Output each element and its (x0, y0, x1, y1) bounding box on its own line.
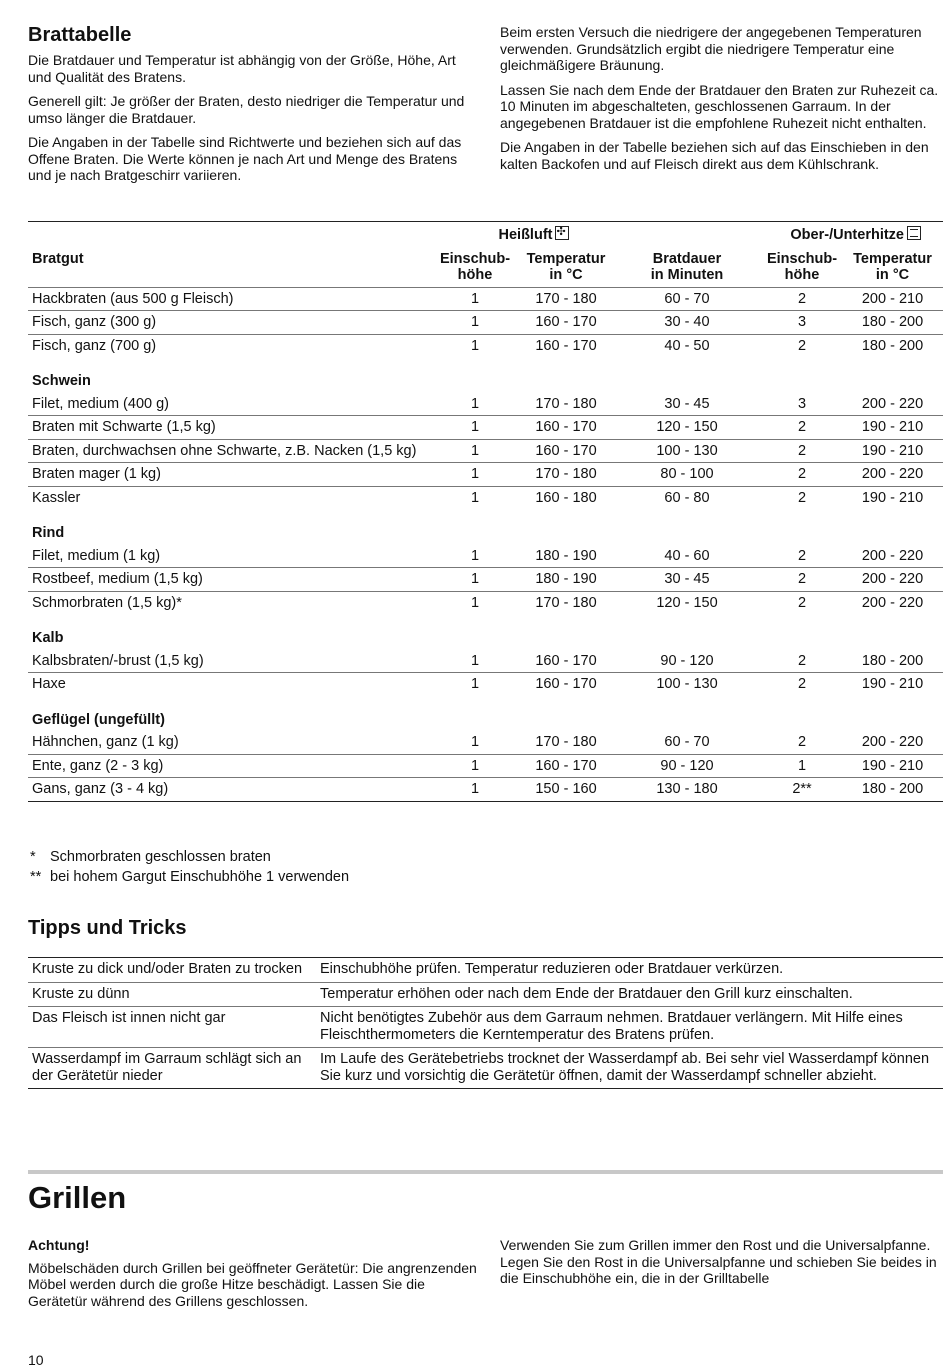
group-header-row (28, 614, 943, 650)
cell-einschub-heissluft: 1 (430, 486, 520, 509)
page-number: 10 (28, 1352, 44, 1368)
table-row (28, 393, 943, 416)
cell-bratgut: Rostbeef, medium (1,5 kg) (28, 568, 430, 592)
cell-einschub-heissluft: 1 (430, 463, 520, 487)
oberunter-label: Ober-/Unterhitze (790, 227, 904, 243)
grillen-right-column (500, 1237, 943, 1295)
cell-einschub-heissluft: 1 (430, 673, 520, 696)
table-row (28, 439, 943, 463)
tipps-table (28, 957, 943, 1089)
warning-title: Achtung! (28, 1237, 90, 1253)
cell-temperatur-heissluft: 170 - 180 (520, 591, 612, 614)
tipps-solution: Nicht benötigtes Zubehör aus dem Garraum nehmen. Bratdauer verlängern. Mit Hilfe eines Fleischthermometers die Kerntemperatur des Bratens prüfen. (316, 1007, 943, 1048)
cell-bratgut: Gans, ganz (3 - 4 kg) (28, 778, 430, 802)
cell-bratdauer: 90 - 120 (612, 754, 762, 778)
group-label: Schwein (32, 373, 91, 389)
cell-einschub-oberunter: 2 (797, 547, 807, 564)
col-header-temperatur-heissluft: Temperatur in °C (520, 247, 612, 288)
footnote: * Schmorbraten geschlossen braten (30, 849, 271, 865)
col-header-einschub-oberunter: Einschub- höhe (762, 247, 842, 288)
cell-einschub-oberunter: 2 (762, 416, 842, 440)
cell-einschub-oberunter: 2 (762, 486, 842, 509)
cell-bratgut: Hackbraten (aus 500 g Fleisch) (28, 287, 430, 311)
col-header-bratdauer: Bratdauer in Minuten (612, 247, 762, 288)
cell-bratgut: Haxe (28, 673, 430, 696)
cell-einschub-heissluft: 1 (430, 334, 520, 357)
cell-bratgut: Braten mit Schwarte (1,5 kg) (28, 416, 430, 440)
table-row (28, 731, 943, 754)
brattabelle-body (28, 287, 943, 801)
cell-einschub-heissluft: 1 (470, 734, 480, 750)
cell-temperatur-oberunter: 200 - 220 (842, 463, 943, 487)
table-row (28, 463, 943, 487)
cell-temperatur-oberunter: 190 - 210 (842, 416, 943, 440)
cell-temperatur-oberunter: 190 - 210 (842, 486, 943, 509)
group-label: Kalb (32, 630, 64, 646)
cell-temperatur-oberunter: 180 - 200 (842, 334, 943, 357)
brattabelle-title: Brattabelle (28, 24, 132, 46)
cell-bratgut: Fisch, ganz (300 g) (28, 311, 430, 335)
section-divider (28, 1170, 943, 1174)
cell-temperatur-heissluft: 150 - 160 (520, 778, 612, 802)
col-header-temperatur-oberunter: Temperatur in °C (842, 247, 943, 288)
cell-bratgut: Braten mager (1 kg) (28, 463, 430, 487)
cell-einschub-heissluft: 1 (470, 652, 480, 669)
grillen-title: Grillen (28, 1180, 127, 1215)
table-row (28, 416, 943, 440)
group-label: Geflügel (ungefüllt) (32, 711, 165, 728)
cell-temperatur-oberunter: 200 - 210 (842, 287, 943, 311)
tipps-title: Tipps und Tricks (28, 917, 187, 939)
tipps-problem: Das Fleisch ist innen nicht gar (28, 1007, 316, 1048)
cell-einschub-oberunter: 3 (797, 395, 807, 412)
tipps-solution: Im Laufe des Gerätebetriebs trocknet der Wasserdampf ab. Bei sehr viel Wasserdampf können Sie kurz und vorsichtig die Gerätetür öffnen, damit der Wasserdampf schneller abzieht. (316, 1048, 943, 1089)
cell-temperatur-heissluft: 160 - 180 (520, 486, 612, 509)
cell-einschub-heissluft: 1 (470, 395, 480, 412)
cell-einschub-oberunter: 2 (762, 568, 842, 592)
cell-einschub-oberunter: 2 (762, 334, 842, 357)
cell-temperatur-heissluft: 160 - 170 (535, 652, 597, 669)
cell-bratgut: Schmorbraten (1,5 kg)* (28, 591, 430, 614)
cell-bratdauer: 30 - 40 (612, 311, 762, 335)
cell-bratgut: Ente, ganz (2 - 3 kg) (28, 754, 430, 778)
intro-right-column (500, 24, 943, 180)
intro-paragraph: Die Angaben in der Tabelle sind Richtwerte und beziehen sich auf das Offene Braten. Die Werte können je nach Art und Menge des Bratens und je nach Bratgeschirr variieren. (28, 134, 462, 183)
footnote: ** bei hohem Gargut Einschubhöhe 1 verwenden (30, 869, 350, 885)
cell-temperatur-heissluft: 180 - 190 (520, 568, 612, 592)
cell-einschub-oberunter: 1 (762, 754, 842, 778)
cell-bratgut: Fisch, ganz (700 g) (28, 334, 430, 357)
cell-temperatur-oberunter: 200 - 220 (861, 395, 924, 412)
cell-temperatur-oberunter: 180 - 200 (861, 652, 924, 669)
cell-einschub-heissluft: 1 (430, 311, 520, 335)
cell-temperatur-heissluft: 160 - 170 (520, 754, 612, 778)
cell-bratgut: Kalbsbraten/-brust (1,5 kg) (32, 652, 204, 669)
tipps-row (28, 982, 943, 1007)
table-row (28, 486, 943, 509)
table-row (28, 673, 943, 696)
grillen-left-column (28, 1237, 478, 1317)
table-row (28, 545, 943, 568)
cell-einschub-oberunter: 2 (762, 463, 842, 487)
tipps-problem: Kruste zu dünn (28, 982, 316, 1007)
cell-temperatur-oberunter: 190 - 210 (842, 439, 943, 463)
fan-icon (555, 226, 569, 240)
cell-einschub-heissluft: 1 (430, 287, 520, 311)
cell-bratgut: Filet, medium (1 kg) (32, 547, 161, 564)
cell-einschub-heissluft: 1 (430, 416, 520, 440)
cell-temperatur-oberunter: 180 - 200 (842, 311, 943, 335)
cell-bratdauer: 90 - 120 (660, 652, 714, 669)
cell-bratdauer: 60 - 70 (612, 287, 762, 311)
cell-temperatur-heissluft: 170 - 180 (535, 395, 597, 412)
cell-einschub-oberunter: 2 (797, 734, 807, 750)
intro-paragraph: Die Bratdauer und Temperatur ist abhängig von der Größe, Höhe, Art und Qualität des Bratens. (28, 52, 456, 85)
cell-bratgut: Hähnchen, ganz (1 kg) (32, 734, 179, 750)
cell-einschub-heissluft: 1 (430, 778, 520, 802)
tipps-problem: Wasserdampf im Garraum schlägt sich an der Gerätetür nieder (28, 1048, 316, 1089)
cell-temperatur-heissluft: 170 - 180 (535, 734, 597, 750)
cell-temperatur-oberunter: 180 - 200 (842, 778, 943, 802)
cell-temperatur-heissluft: 160 - 170 (520, 673, 612, 696)
cell-temperatur-heissluft: 170 - 180 (520, 463, 612, 487)
group-header-row (28, 509, 943, 545)
col-header-bratgut: Bratgut (28, 247, 430, 288)
intro-paragraph: Generell gilt: Je größer der Braten, desto niedriger die Temperatur und umso länger die Bratdauer. (28, 93, 465, 126)
intro-paragraph: Die Angaben in der Tabelle beziehen sich auf das Einschieben in den kalten Backofen und auf Fleisch direkt aus dem Kühlschrank. (500, 139, 929, 172)
cell-temperatur-oberunter: 200 - 220 (861, 547, 924, 564)
heissluft-group-header (430, 222, 612, 247)
cell-bratgut: Kassler (28, 486, 430, 509)
cell-bratdauer: 100 - 130 (612, 673, 762, 696)
footnotes (30, 847, 349, 887)
tipps-solution: Einschubhöhe prüfen. Temperatur reduzieren oder Bratdauer verkürzen. (316, 958, 943, 983)
table-row (28, 591, 943, 614)
cell-temperatur-heissluft: 160 - 170 (520, 311, 612, 335)
cell-bratdauer: 60 - 70 (664, 734, 710, 750)
warning-text: Möbelschäden durch Grillen bei geöffneter Gerätetür: Die angrenzenden Möbel werden durch die große Hitze beschädigt. Lassen Sie die Gerätetür während des Grillens geschlossen. (28, 1259, 477, 1309)
cell-bratgut: Braten, durchwachsen ohne Schwarte, z.B. Nacken (1,5 kg) (28, 439, 430, 463)
cell-bratdauer: 40 - 60 (664, 547, 710, 564)
cell-temperatur-heissluft: 180 - 190 (535, 547, 597, 564)
top-bottom-heat-icon (907, 226, 921, 240)
cell-bratdauer: 80 - 100 (612, 463, 762, 487)
cell-temperatur-oberunter: 190 - 210 (842, 673, 943, 696)
cell-einschub-oberunter: 2 (762, 673, 842, 696)
intro-paragraph: Beim ersten Versuch die niedrigere der angegebenen Temperaturen verwenden. Grundsätzlich ergibt die niedrigere Temperatur eine gleichmäßigere Bräunung. (500, 24, 922, 73)
cell-temperatur-oberunter: 200 - 220 (842, 568, 943, 592)
table-row (28, 650, 943, 673)
cell-temperatur-heissluft: 160 - 170 (520, 416, 612, 440)
table-row (28, 287, 943, 311)
cell-bratdauer: 60 - 80 (612, 486, 762, 509)
cell-einschub-heissluft: 1 (430, 591, 520, 614)
tipps-problem: Kruste zu dick und/oder Braten zu trocken (28, 958, 316, 983)
cell-temperatur-oberunter: 190 - 210 (842, 754, 943, 778)
tipps-solution: Temperatur erhöhen oder nach dem Ende der Bratdauer den Grill kurz einschalten. (316, 982, 943, 1007)
oberunter-group-header (762, 222, 943, 247)
cell-temperatur-heissluft: 160 - 170 (520, 334, 612, 357)
cell-einschub-heissluft: 1 (430, 439, 520, 463)
cell-temperatur-oberunter: 200 - 220 (842, 591, 943, 614)
cell-einschub-heissluft: 1 (430, 568, 520, 592)
heissluft-label: Heißluft (498, 227, 553, 243)
table-row (28, 311, 943, 335)
group-label: Rind (32, 525, 65, 541)
cell-bratdauer: 120 - 150 (612, 591, 762, 614)
group-header-row (28, 696, 943, 732)
cell-temperatur-heissluft: 170 - 180 (520, 287, 612, 311)
cell-bratdauer: 40 - 50 (612, 334, 762, 357)
col-header-einschub-heissluft: Einschub- höhe (430, 247, 520, 288)
cell-bratdauer: 30 - 45 (664, 395, 710, 412)
cell-einschub-oberunter: 3 (762, 311, 842, 335)
intro-paragraph: Lassen Sie nach dem Ende der Bratdauer den Braten zur Ruhezeit ca. 10 Minuten im abgeschalteten, geschlossenen Garraum. In der angegebenen Bratdauer ist die empfohlene Ruhezeit nicht enthalten. (500, 81, 939, 131)
group-header-row (28, 357, 943, 393)
cell-temperatur-heissluft: 160 - 170 (520, 439, 612, 463)
tipps-row (28, 1048, 943, 1089)
cell-bratdauer: 130 - 180 (612, 778, 762, 802)
brattabelle-table (28, 221, 943, 802)
cell-einschub-oberunter: 2 (797, 652, 807, 669)
table-row (28, 334, 943, 357)
intro-left-column (28, 52, 468, 192)
cell-einschub-heissluft: 1 (470, 547, 480, 564)
tipps-row (28, 958, 943, 983)
cell-einschub-oberunter: 2 (762, 287, 842, 311)
cell-bratdauer: 120 - 150 (612, 416, 762, 440)
cell-temperatur-oberunter: 200 - 220 (861, 734, 924, 750)
tipps-row (28, 1007, 943, 1048)
cell-einschub-heissluft: 1 (430, 754, 520, 778)
table-row (28, 568, 943, 592)
cell-bratdauer: 100 - 130 (612, 439, 762, 463)
grillen-instructions: Verwenden Sie zum Grillen immer den Rost und die Universalpfanne. Legen Sie den Rost in die Universalpfanne und schieben Sie beides in die Einschubhöhe ein, die in der Grilltabelle (500, 1237, 937, 1286)
cell-einschub-oberunter: 2 (762, 591, 842, 614)
cell-einschub-oberunter: 2 (762, 439, 842, 463)
cell-bratgut: Filet, medium (400 g) (32, 395, 169, 412)
cell-bratdauer: 30 - 45 (612, 568, 762, 592)
cell-einschub-oberunter: 2** (762, 778, 842, 802)
table-row (28, 778, 943, 802)
table-row (28, 754, 943, 778)
